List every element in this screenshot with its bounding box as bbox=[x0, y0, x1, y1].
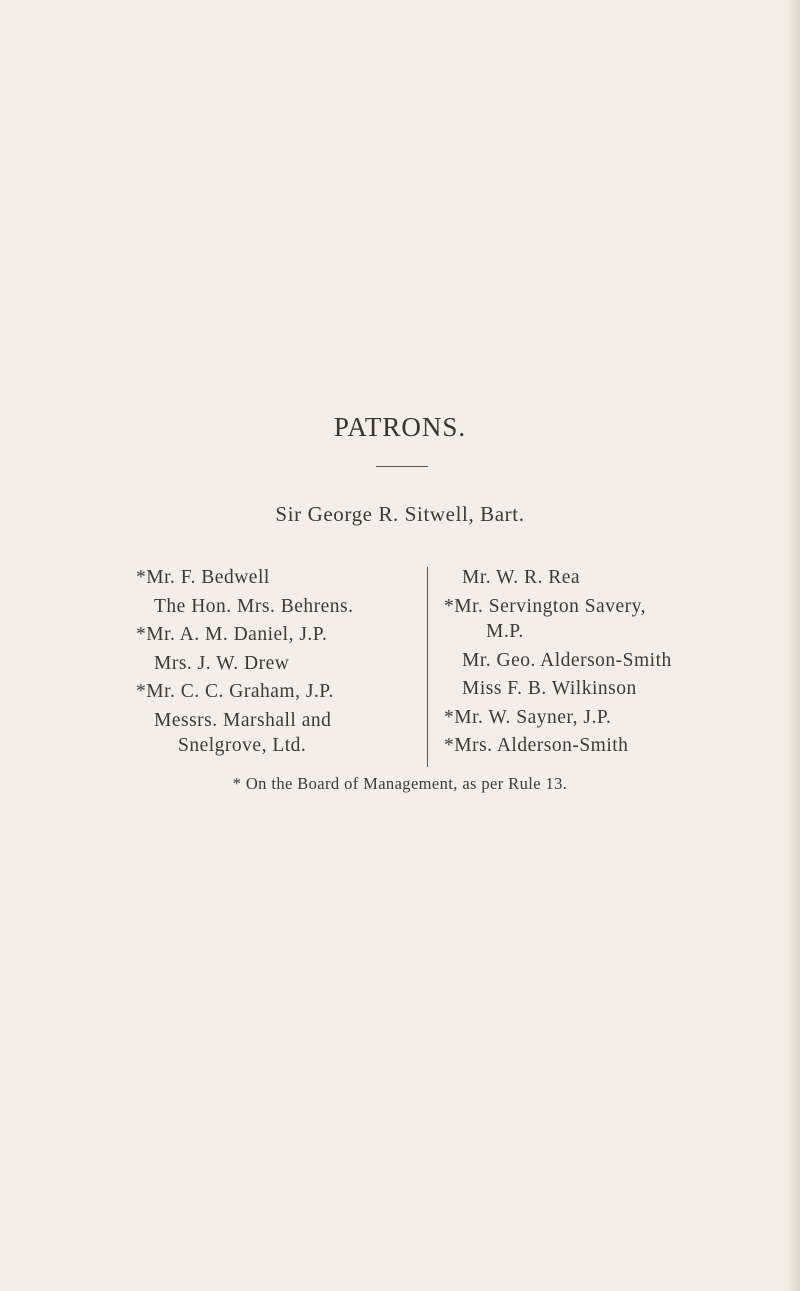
patrons-right-column bbox=[444, 564, 674, 761]
patron-entry: Mr. W. R. Rea bbox=[462, 567, 581, 588]
patrons-left-column bbox=[136, 564, 426, 761]
patron-entry: *Mr. A. M. Daniel, J.P. bbox=[136, 624, 328, 645]
patron-entry: *Mrs. Alderson-Smith bbox=[444, 735, 629, 756]
page-title: PATRONS. bbox=[333, 412, 467, 442]
patron-entry: *Mr. Servington Savery, bbox=[444, 595, 646, 617]
chief-patron: Sir George R. Sitwell, Bart. bbox=[275, 502, 525, 526]
patron-entry: The Hon. Mrs. Behrens. bbox=[154, 595, 354, 617]
page-edge-shadow bbox=[786, 0, 800, 1291]
patron-entry: *Mr. F. Bedwell bbox=[136, 567, 270, 588]
patron-entry: Mr. Geo. Alderson-Smith bbox=[462, 649, 672, 671]
patron-entry-continuation: M.P. bbox=[486, 621, 524, 642]
patron-entry: Mrs. J. W. Drew bbox=[154, 652, 290, 674]
patron-entry-continuation: Snelgrove, Ltd. bbox=[178, 735, 307, 756]
footnote: * On the Board of Management, as per Rule 13. bbox=[232, 774, 568, 793]
title-rule bbox=[376, 466, 428, 467]
patron-entry: Messrs. Marshall and bbox=[154, 709, 332, 731]
patron-entry: *Mr. C. C. Graham, J.P. bbox=[136, 681, 334, 702]
patron-entry: *Mr. W. Sayner, J.P. bbox=[444, 706, 612, 728]
column-divider bbox=[427, 567, 428, 767]
patron-entry: Miss F. B. Wilkinson bbox=[462, 678, 637, 699]
